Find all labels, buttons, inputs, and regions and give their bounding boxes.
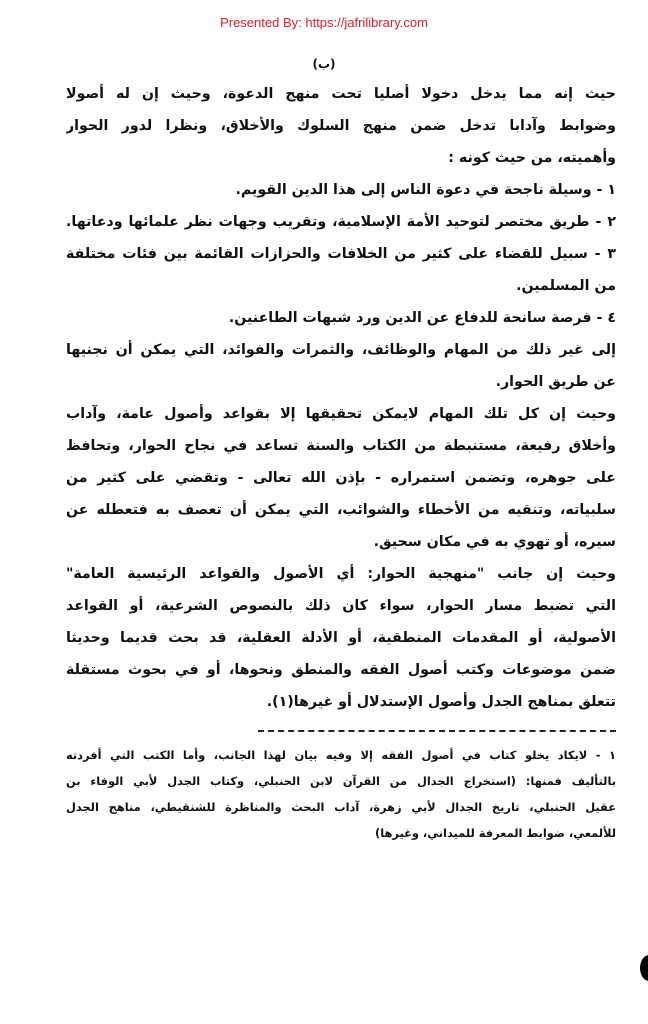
text-line: وحيث إن كل تلك المهام لايمكن تحقيقها إلا بقواعد وأصول عامة، وآداب: [66, 406, 616, 422]
text-line: وأخلاق رفيعة، مستنبطة من الكتاب والسنة تساعد في نجاح الحوار، وتحافظ: [66, 438, 616, 454]
text-line: وأهميته، من حيث كونه :: [448, 150, 616, 166]
footnote-line: للألمعي، ضوابط المعرفة للميداني، وغيرها): [374, 826, 616, 840]
list-item-1: ١ - وسيلة ناجحة في دعوة الناس إلى هذا الدين القويم.: [235, 182, 616, 198]
watermark-url[interactable]: Presented By: https://jafrilibrary.com: [220, 15, 428, 30]
list-item-4: ٤ - فرصة سانحة للدفاع عن الدين ورد شبهات الطاعنين.: [228, 310, 616, 326]
text-line: على جوهره، وتضمن استمراره - بإذن الله تعالى - وتقضي على كثير من: [66, 470, 616, 486]
text-line: سلبياته، وتنقيه من الأخطاء والشوائب، التي يمكن أن تعصف به فتعطله عن: [66, 502, 616, 518]
footnotes: [66, 742, 616, 846]
text-line: وحيث إن جانب "منهجية الحوار: أي الأصول والقواعد الرئيسية العامة": [66, 566, 616, 582]
footnote-line: ١ - لايكاد يخلو كتاب في أصول الفقه إلا وفيه بيان لهذا الجانب، وأما الكتب التي أفردته: [66, 748, 616, 762]
text-line: سيره، أو تهوي به في مكان سحيق.: [373, 534, 616, 550]
footnote-line: عقيل الحنبلي، تاريخ الجدال لأبي زهرة، آداب البحث والمناظرة للشنقيطي، مناهج الجدل: [66, 800, 616, 814]
text-line: التي تضبط مسار الحوار، سواء كان ذلك بالنصوص الشرعية، أو القواعد: [66, 598, 616, 614]
footnote-separator: [258, 730, 616, 732]
text-line: إلى غير ذلك من المهام والوظائف، والثمرات والفوائد، التي يمكن أن نجنيها: [66, 342, 616, 358]
text-line: الأصولية، أو المقدمات المنطقية، أو الأدلة العقلية، قد بحث قديما وحديثا: [66, 630, 616, 646]
text-line: وضوابط وآدابا تدخل ضمن منهج السلوك والأخلاق، ونظرا لدور الحوار: [66, 118, 616, 134]
footnote-line: بالتأليف فمنها: (استخراج الجدال من القرآن لابن الحنبلي، وكتاب الجدل لأبي الوفاء بن: [66, 774, 616, 788]
binding-hole-mark: [640, 955, 648, 981]
text-line: تتعلق بمناهج الجدل وأصول الإستدلال أو غيرها(١).: [266, 694, 616, 710]
list-item-3: ٣ - سبيل للقضاء على كثير من الخلافات والحزازات القائمة بين فئات مختلفة: [66, 246, 616, 262]
list-item-2: ٢ - طريق مختصر لتوحيد الأمة الإسلامية، وتقريب وجهات نظر علمائها ودعاتها.: [66, 214, 616, 230]
text-line: حيث إنه مما يدخل دخولا أصليا تحت منهج الدعوة، وحيث إن له أصولا: [66, 86, 616, 102]
list-item-3-cont: من المسلمين.: [516, 278, 616, 294]
page-marker: (ب): [312, 57, 336, 71]
main-text: [66, 78, 616, 718]
text-line: ضمن موضوعات وكتب أصول الفقه والمنطق ونحوها، أو في بحوث مستقلة: [66, 662, 616, 678]
text-line: عن طريق الحوار.: [495, 374, 616, 390]
